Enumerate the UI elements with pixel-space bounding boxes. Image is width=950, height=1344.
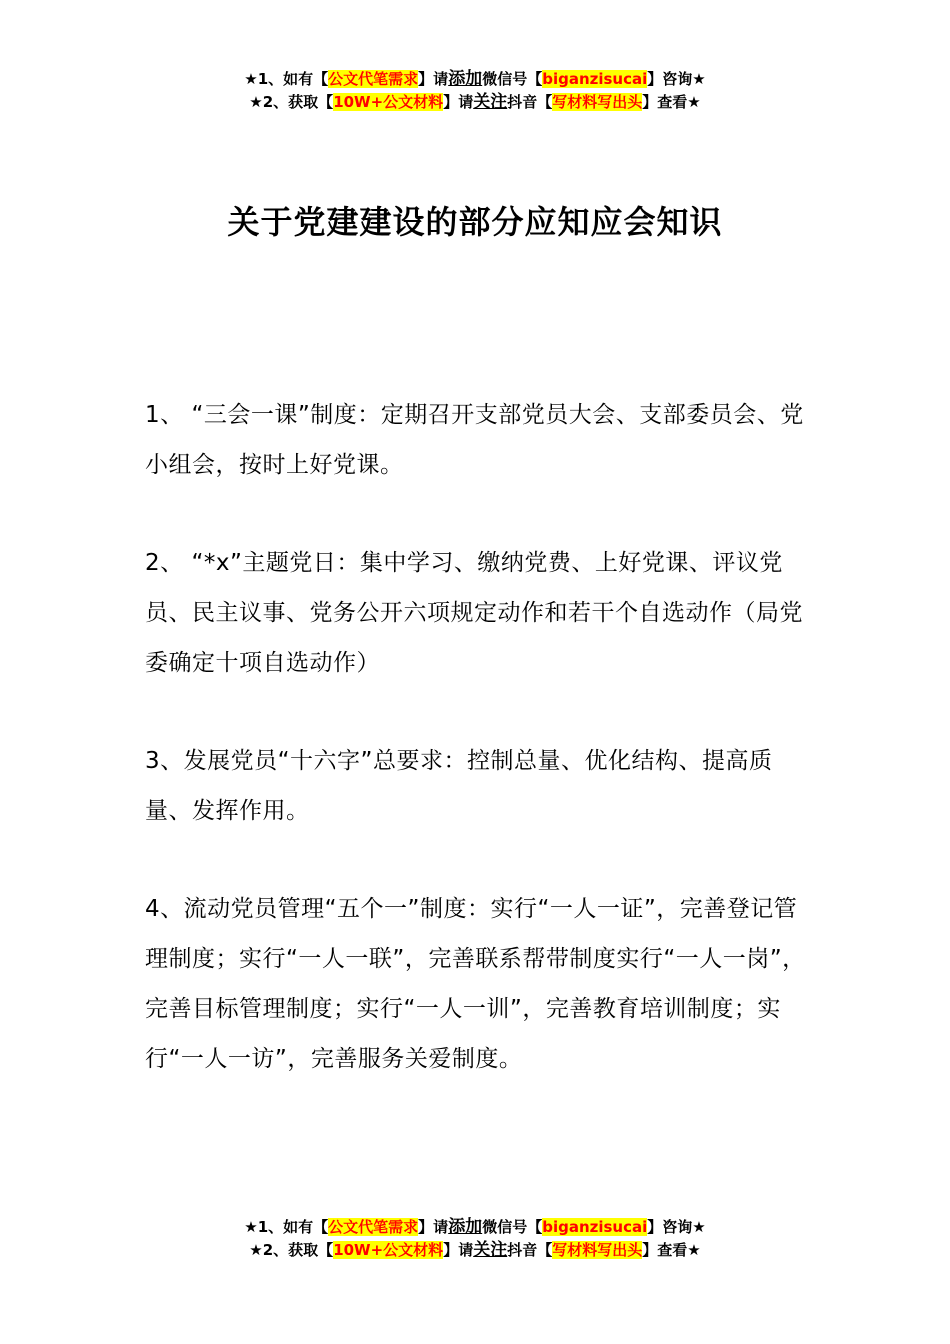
highlight-douyin-account: 写材料写出头 bbox=[552, 1241, 643, 1259]
highlight-materials: 10W+公文材料 bbox=[333, 1241, 444, 1259]
paragraph-4: 4、流动党员管理“五个一”制度：实行“一人一证”，完善登记管理制度；实行“一人一联”，完善联系帮带制度实行“一人一岗”，完善目标管理制度；实行“一人一训”，完善教育培训制度；实行“一人一访”，完善服务关爱制度。 bbox=[145, 896, 806, 1072]
highlight-service: 公文代笔需求 bbox=[328, 70, 419, 88]
highlight-wechat-id: biganzisucai bbox=[542, 1218, 648, 1236]
document-title: 关于党建建设的部分应知应会知识 bbox=[227, 203, 723, 241]
promo-line-2: ★2、获取【10W+公文材料】请关注抖音【写材料写出头】查看★ bbox=[249, 92, 701, 112]
highlight-wechat-id: biganzisucai bbox=[542, 70, 648, 88]
top-promo-banner bbox=[0, 68, 950, 114]
emphasis-add: 添加 bbox=[448, 1217, 483, 1237]
paragraph-1: 1、 “三会一课”制度：定期召开支部党员大会、支部委员会、党小组会，按时上好党课。 bbox=[145, 402, 804, 478]
emphasis-follow: 关注 bbox=[473, 1240, 508, 1260]
document-body bbox=[145, 390, 807, 1132]
bottom-promo-banner bbox=[0, 1216, 950, 1262]
promo-line-1: ★1、如有【公文代笔需求】请添加微信号【biganzisucai】咨询★ bbox=[244, 1217, 706, 1237]
promo-line-2: ★2、获取【10W+公文材料】请关注抖音【写材料写出头】查看★ bbox=[249, 1240, 701, 1260]
highlight-service: 公文代笔需求 bbox=[328, 1218, 419, 1236]
paragraph-2: 2、 “*x”主题党日：集中学习、缴纳党费、上好党课、评议党员、民主议事、党务公开六项规定动作和若干个自选动作（局党委确定十项自选动作） bbox=[145, 550, 803, 676]
highlight-douyin-account: 写材料写出头 bbox=[552, 93, 643, 111]
promo-line-1: ★1、如有【公文代笔需求】请添加微信号【biganzisucai】咨询★ bbox=[244, 69, 706, 89]
paragraph-3: 3、发展党员“十六字”总要求：控制总量、优化结构、提高质量、发挥作用。 bbox=[145, 748, 773, 824]
emphasis-add: 添加 bbox=[448, 69, 483, 89]
emphasis-follow: 关注 bbox=[473, 92, 508, 112]
highlight-materials: 10W+公文材料 bbox=[333, 93, 444, 111]
